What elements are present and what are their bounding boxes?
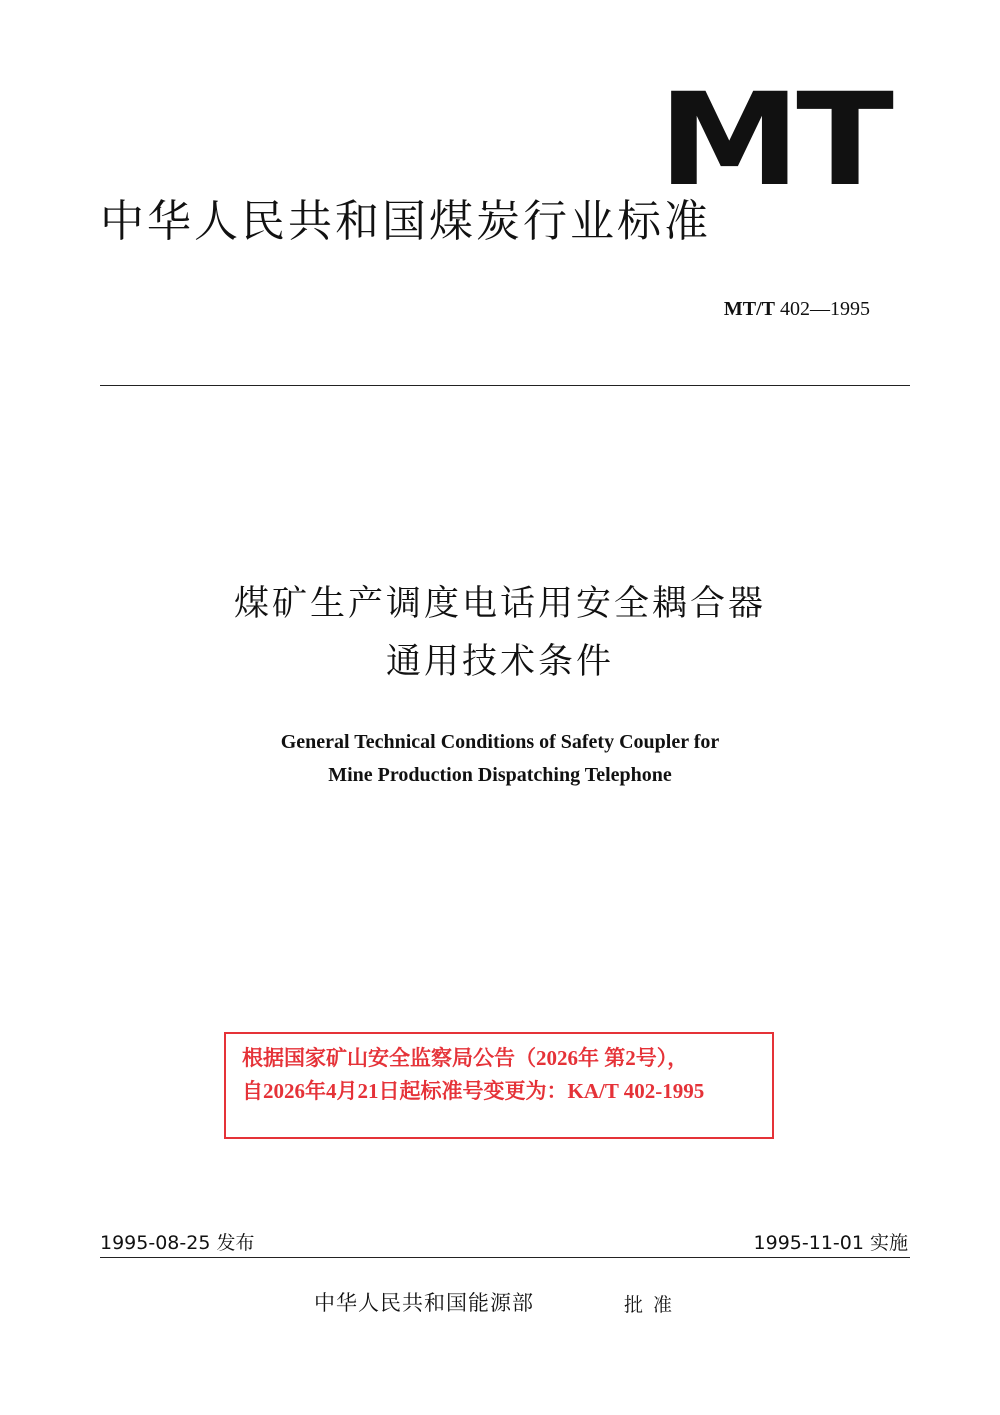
- title-cn-line1: 煤矿生产调度电话用安全耦合器: [233, 584, 766, 624]
- standard-number: [724, 295, 870, 323]
- approval-label: 批准: [624, 1294, 683, 1316]
- title-en-line1: General Technical Conditions of Safety Coupler for: [280, 731, 720, 753]
- document-title-cn: [0, 575, 1000, 691]
- notice-line2: 自2026年4月21日起标准号变更为：KA/T 402-1995: [242, 1079, 705, 1103]
- title-cn-line2: 通用技术条件: [385, 642, 614, 682]
- effective-date: 1995-11-01 实施: [753, 1232, 908, 1254]
- release-date: 1995-08-25 发布: [100, 1232, 255, 1254]
- notice-line1: 根据国家矿山安全监察局公告（2026年 第2号），: [242, 1046, 689, 1070]
- issuing-authority: 中华人民共和国能源部: [314, 1291, 534, 1315]
- standard-type-heading: 中华人民共和国煤炭行业标准: [100, 196, 711, 247]
- notice-box: [224, 1032, 774, 1139]
- title-en-line2: Mine Production Dispatching Telephone: [328, 764, 672, 786]
- bottom-divider: [100, 1257, 910, 1258]
- mt-logo: MT: [658, 66, 890, 215]
- top-divider: [100, 385, 910, 386]
- standard-code: MT/T: [723, 298, 775, 320]
- standard-number-value: 402—1995: [780, 298, 870, 320]
- document-title-en: [0, 726, 1000, 792]
